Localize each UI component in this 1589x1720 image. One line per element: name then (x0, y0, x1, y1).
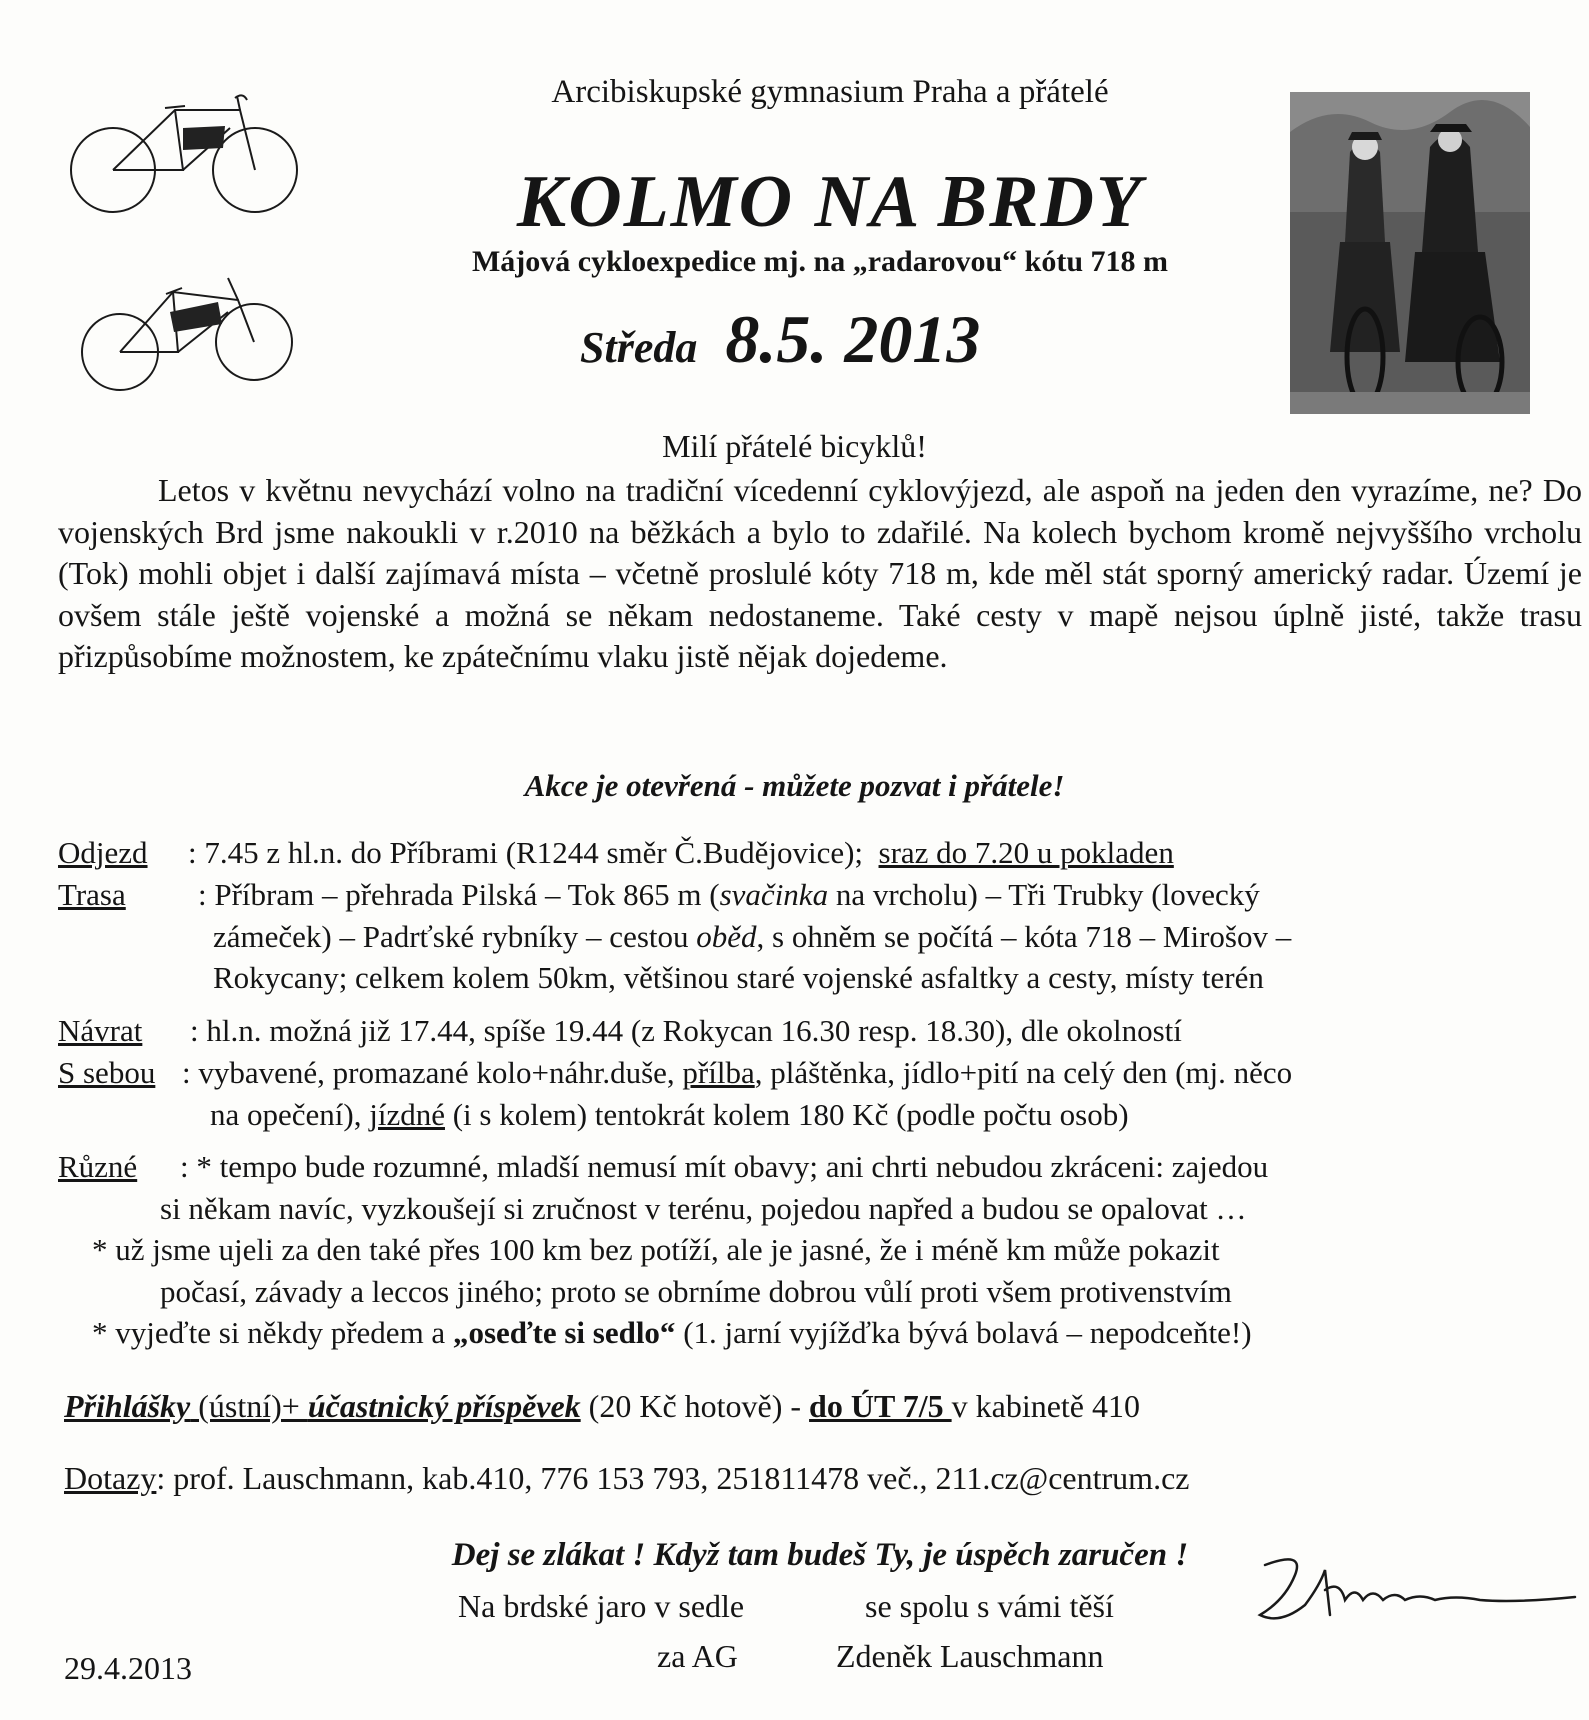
bicycle-drawing-bottom (78, 272, 298, 402)
detail-text: : vybavené, promazané kolo+náhr.duše, (182, 1055, 683, 1090)
saddle-tip: „oseďte si sedlo“ (452, 1315, 676, 1350)
detail-label: Odjezd (58, 835, 148, 870)
detail-text: * vyjeďte si někdy předem a (92, 1315, 453, 1350)
intro-paragraph: Letos v květnu nevychází volno na tradiční vícedenní cyklovýjezd, ale aspoň na jeden den vyrazíme, ne? Do vojenských Brd jsme nakoukli v r.2010 na běžkách a bylo to zdařilé. Na kolech bychom kromě nejvyššího vrcholu (Tok) mohli objet i další zajímavá místa – včetně proslulé kóty 718 m, kde měl stát sporný americký radar. Území je ovšem stále ještě vojenské a možná se někam nedostaneme. Také cesty v mapě nejsou úplně jisté, takže trasu přizpůsobíme možnostem, ke zpátečnímu vlaku jistě nějak dojedeme. (58, 472, 1582, 675)
detail-odjezd (58, 832, 1582, 874)
detail-text: zámeček) – Padrťské rybníky – cestou (213, 918, 697, 954)
open-event-note: Akce je otevřená - můžete pozvat i přátele! (524, 768, 1065, 803)
handwritten-signature (1245, 1545, 1585, 1635)
detail-trasa (58, 874, 1582, 999)
detail-text: , s ohněm se počítá – kóta 718 – Mirošov – (756, 918, 1292, 954)
detail-text: : * tempo bude rozumné, mladší nemusí mít obavy; ani chrti nebudou zkráceni: zajedou (180, 1149, 1269, 1184)
greeting: Milí přátelé bicyklů! (662, 428, 927, 464)
registration-text: v kabinetě 410 (951, 1388, 1140, 1424)
detail-ruzne (58, 1146, 1582, 1356)
registration-text: (ústní)+ (190, 1388, 308, 1424)
event-date-row (580, 300, 1080, 379)
registration-label: Přihlášky (64, 1388, 191, 1424)
fee-label: účastnický příspěvek (307, 1388, 581, 1424)
closing-right-1: se spolu s vámi těší (865, 1588, 1114, 1624)
page-title: KOLMO NA BRDY (516, 161, 1144, 243)
event-date: 8.5. 2013 (725, 301, 981, 377)
detail-label: Různé (58, 1149, 138, 1184)
detail-text: , pláštěnka, jídlo+pití na celý den (mj. něco (754, 1055, 1293, 1090)
bicycle-drawing-top (65, 88, 305, 218)
lunch-note: oběd (696, 918, 757, 954)
organizer: Arcibiskupské gymnasium Praha a přátelé (551, 74, 1109, 110)
slogan: Dej se zlákat ! Když tam budeš Ty, je úspěch zaručen ! (451, 1537, 1189, 1573)
subtitle: Májová cykloexpedice mj. na „radarovou“ kótu 718 m (471, 245, 1169, 278)
detail-text: si někam navíc, vyzkoušejí si zručnost v terénu, pojedou napřed a budou se opalovat … (160, 1190, 1247, 1226)
detail-text: * už jsme ujeli za den také přes 100 km bez potíží, ale je jasné, že i méně km může pokazit (92, 1232, 1220, 1267)
detail-text: počasí, závady a leccos jiného; proto se obrníme dobrou vůlí proti všem protivenstvím (160, 1273, 1232, 1309)
document-date: 29.4.2013 (64, 1650, 192, 1686)
signatory-name: Zdeněk Lauschmann (836, 1638, 1104, 1674)
closing-left-2: za AG (657, 1638, 738, 1674)
detail-text: : Příbram – přehrada Pilská – Tok 865 m ( (198, 877, 720, 912)
helmet-note: přílba (682, 1055, 755, 1090)
closing-left-1: Na brdské jaro v sedle (458, 1588, 745, 1624)
registration-text: (20 Kč hotově) - (580, 1388, 810, 1424)
deadline: do ÚT 7/5 (809, 1388, 952, 1424)
registration-line (64, 1388, 1140, 1425)
detail-text: Rokycany; celkem kolem 50km, většinou staré vojenské asfaltky a cesty, místy terén (213, 960, 1264, 995)
questions-text: : prof. Lauschmann, kab.410, 776 153 793, 251811478 več., 211.cz@centrum.cz (156, 1460, 1190, 1496)
detail-text: : hl.n. možná již 17.44, spíše 19.44 (z Rokycan 16.30 resp. 18.30), dle okolností (190, 1013, 1182, 1048)
detail-label: Návrat (58, 1013, 143, 1048)
questions-line (64, 1460, 1189, 1497)
detail-navrat (58, 1010, 1582, 1052)
vintage-cyclists-photo (1290, 92, 1530, 414)
detail-text: : 7.45 z hl.n. do Příbrami (R1244 směr Č.Budějovice); (188, 835, 864, 870)
questions-label: Dotazy (64, 1460, 157, 1496)
detail-text: na vrcholu) – Tři Trubky (lovecký (828, 877, 1260, 912)
detail-label: Trasa (58, 877, 126, 912)
meeting-point: sraz do 7.20 u pokladen (878, 835, 1174, 870)
fare-note: jízdné (369, 1096, 445, 1132)
event-day: Středa (580, 323, 698, 372)
snack-note: svačinka (719, 877, 829, 912)
detail-text: (i s kolem) tentokrát kolem 180 Kč (podle počtu osob) (444, 1096, 1129, 1132)
detail-text: (1. jarní vyjížďka bývá bolavá – nepodceňte!) (675, 1315, 1252, 1350)
detail-text: na opečení), (210, 1096, 370, 1132)
detail-label: S sebou (58, 1055, 156, 1090)
detail-ssebou (58, 1052, 1582, 1136)
